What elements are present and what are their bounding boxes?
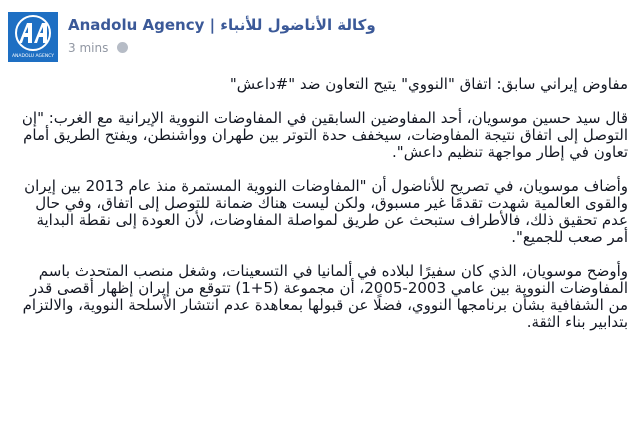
- avatar[interactable]: [8, 12, 58, 62]
- globe-icon[interactable]: [117, 42, 128, 53]
- post-headline: مفاوض إيراني سابق: اتفاق "النووي" يتيح التعاون ضد "#داعش": [229, 76, 628, 93]
- post-paragraph-1: قال سيد حسين موسويان، أحد المفاوضين السابقين في المفاوضات النووية الإيرانية مع الغرب: "إن التوصل إلى اتفاق نتيجة المفاوضات، سيخفف حدة التوتر بين طهران وواشنطن، ويفتح الطريق أمام تعاون في إطار مواجهة تنظيم داعش".: [21, 109, 628, 161]
- post-header: [8, 12, 632, 66]
- svg-text:ANADOLU AGENCY: ANADOLU AGENCY: [11, 54, 55, 59]
- post-paragraph-2: وأضاف موسويان، في تصريح للأناضول أن "المفاوضات النووية المستمرة منذ عام 2013 بين إيران والقوى العالمية شهدت تقدمًا غير مسبوق، ولكن ليست هناك ضمانة للتوصل إلى اتفاق، وفي حال عدم تحقيق ذلك، فالأطراف ستبحث عن طريق لمواصلة المفاوضات، لأن العودة إلى نقطة البداية أمر صعب للجميع".: [24, 177, 628, 246]
- page-name-link[interactable]: Anadolu Agency | وكالة الأناضول للأنباء: [68, 16, 376, 34]
- post-body: [12, 76, 628, 420]
- timestamp-link[interactable]: 3 mins: [68, 41, 109, 55]
- post-meta: [68, 41, 128, 55]
- anadolu-logo-icon: [8, 12, 58, 62]
- post-paragraph-3: وأوضح موسويان، الذي كان سفيرًا لبلاده في ألمانيا في التسعينات، وشغل منصب المتحدث باسم المفاوضات النووية بين عامي 2003-2005، أن مجموعة (5+1) تتوقع من إيران إظهار أقصى قدر من الشفافية بشأن برنامجها النووي، فضلًا عن قبولها بمعاهدة عدم انتشار الأسلحة النووية، والالتزام بتدابير بناء الثقة.: [22, 262, 628, 331]
